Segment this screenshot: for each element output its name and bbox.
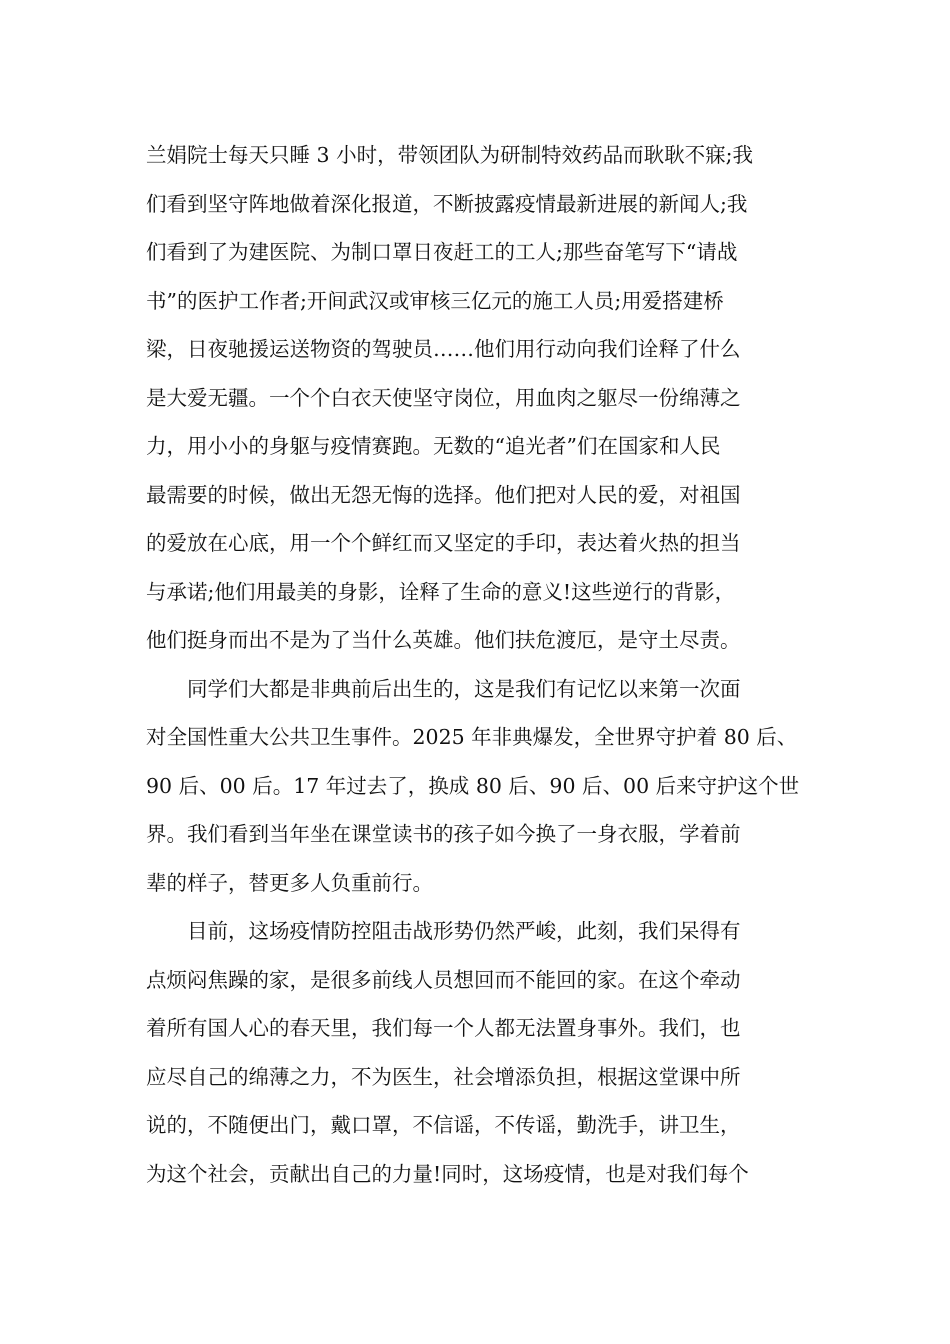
text-line: 他们挺身而出不是为了当什么英雄。他们扶危渡厄，是守土尽责。 xyxy=(146,628,741,652)
text-line: 应尽自己的绵薄之力，不为医生，社会增添负担，根据这堂课中所 xyxy=(146,1064,741,1089)
text-line: 兰娟院士每天只睡 3 小时，带领团队为研制特效药品而耿耿不寐;我 xyxy=(146,143,753,167)
text-line: 与承诺;他们用最美的身影，诠释了生命的意义!这些逆行的背影， xyxy=(146,579,736,604)
text-line: 90 后、00 后。17 年过去了，换成 80 后、90 后、00 后来守护这个世 xyxy=(146,773,800,798)
text-line: 最需要的时候，做出无怨无悔的选择。他们把对人民的爱，对祖国 xyxy=(146,482,741,507)
text-line: 的爱放在心底，用一个个鲜红而又坚定的手印，表达着火热的担当 xyxy=(146,531,741,555)
text-line: 书”的医护工作者;开间武汉或审核三亿元的施工人员;用爱搭建桥 xyxy=(146,288,724,313)
text-line: 界。我们看到当年坐在课堂读书的孩子如今换了一身衣服，学着前 xyxy=(146,822,741,846)
text-line: 们看到坚守阵地做着深化报道，不断披露疫情最新进展的新闻人;我 xyxy=(146,191,748,216)
paragraph-2 xyxy=(146,665,826,908)
text-line: 是大爱无疆。一个个白衣天使坚守岗位，用血肉之躯尽一份绵薄之 xyxy=(146,385,741,410)
paragraph-3 xyxy=(146,907,826,1198)
text-line: 目前，这场疫情防控阻击战形势仍然严峻，此刻，我们呆得有 xyxy=(187,919,741,943)
text-line: 为这个社会，贡献出自己的力量!同时，这场疫情，也是对我们每个 xyxy=(146,1161,749,1186)
text-line: 力，用小小的身躯与疫情赛跑。无数的“追光者”们在国家和人民 xyxy=(146,434,721,458)
text-line: 们看到了为建医院、为制口罩日夜赶工的工人;那些奋笔写下“请战 xyxy=(146,240,738,264)
text-line: 对全国性重大公共卫生事件。2025 年非典爆发，全世界守护着 80 后、 xyxy=(146,725,798,749)
text-line: 点烦闷焦躁的家，是很多前线人员想回而不能回的家。在这个牵动 xyxy=(146,967,741,992)
text-line: 辈的样子，替更多人负重前行。 xyxy=(146,870,433,895)
body-text xyxy=(146,131,826,1198)
text-line: 着所有国人心的春天里，我们每一个人都无法置身事外。我们，也 xyxy=(146,1016,741,1040)
text-line: 说的，不随便出门，戴口罩，不信谣，不传谣，勤洗手，讲卫生， xyxy=(146,1113,741,1137)
text-line: 同学们大都是非典前后出生的，这是我们有记忆以来第一次面 xyxy=(187,676,741,701)
paragraph-1 xyxy=(146,131,826,665)
text-line: 梁，日夜驰援运送物资的驾驶员……他们用行动向我们诠释了什么 xyxy=(146,337,741,361)
